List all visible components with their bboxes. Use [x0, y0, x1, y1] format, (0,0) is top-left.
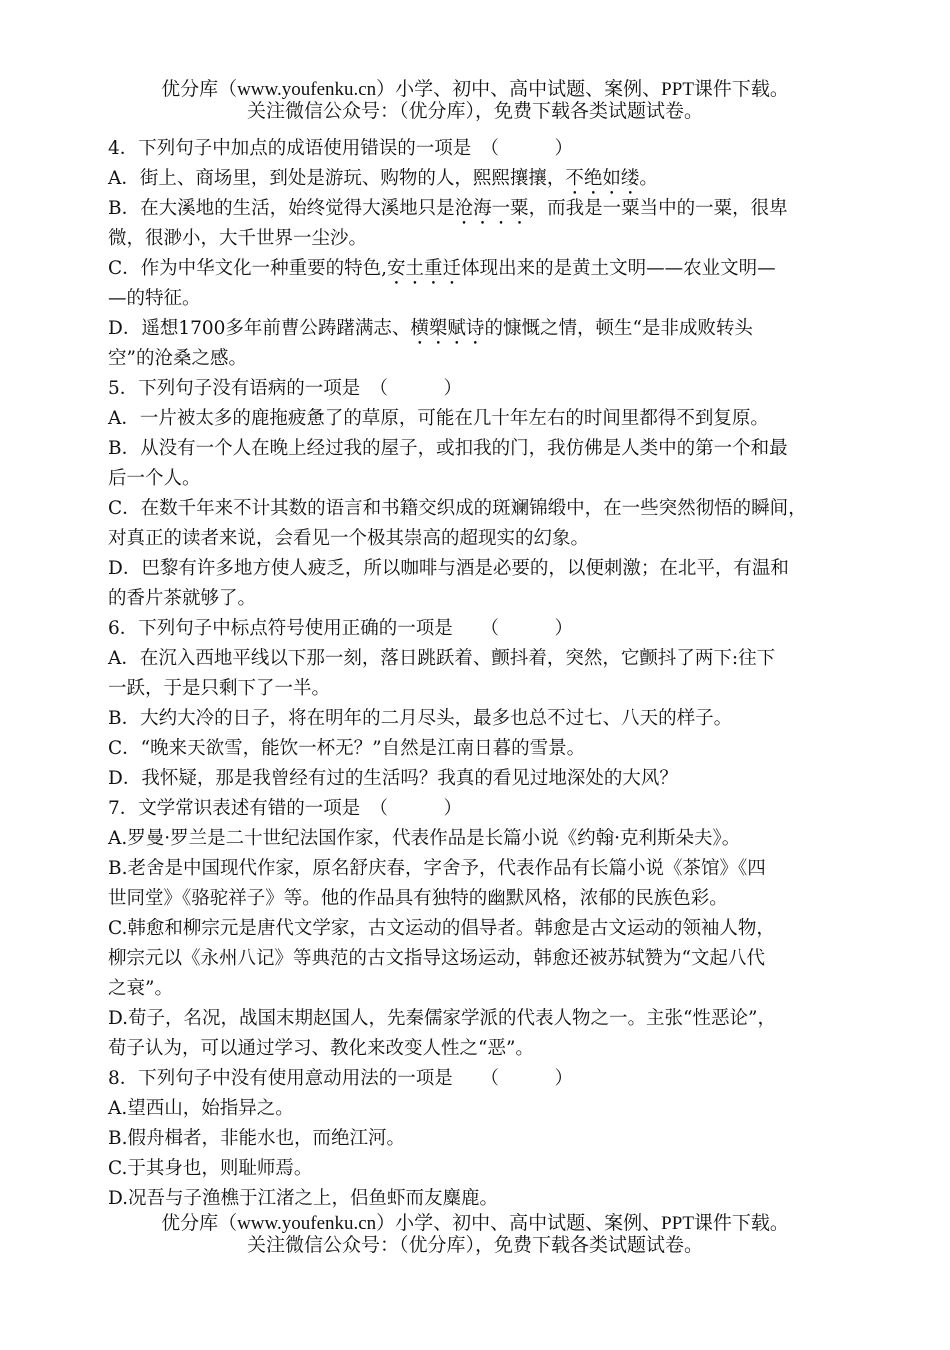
- option-c-continued: 柳宗元以《永州八记》等典范的古文指导这场运动，韩愈还被苏轼赞为“文起八代: [108, 948, 765, 969]
- dotted-idiom: 沧海一粟: [454, 198, 529, 219]
- option-c: C.韩愈和柳宗元是唐代文学家，古文运动的倡导者。韩愈是古文运动的领袖人物，: [108, 918, 775, 939]
- dotted-idiom: 安土重迁: [387, 258, 462, 279]
- option-d: D．巴黎有许多地方使人疲乏，所以咖啡与酒是必要的，以便刺激；在北平，有温和: [108, 558, 789, 579]
- question-5: [108, 374, 853, 614]
- option-c: C.于其身也，则耻师焉。: [108, 1158, 313, 1179]
- option-d: D.况吾与子渔樵于江渚之上，侣鱼虾而友麋鹿。: [108, 1188, 499, 1209]
- option-b: B.假舟楫者，非能水也，而绝江河。: [108, 1128, 405, 1149]
- option-d: D．我怀疑，那是我曾经有过的生活吗？我真的看见过地深处的大风？: [108, 768, 678, 789]
- option-c: C．作为中华文化一种重要的特色,安土重迁体现出来的是黄土文明——农业文明—: [108, 258, 776, 279]
- option-c: C．“晚来天欲雪，能饮一杯无？”自然是江南日暮的雪景。: [108, 738, 586, 759]
- option-c-continued: 对真正的读者来说，会看见一个极其崇高的超现实的幻象。: [108, 528, 590, 549]
- question-stem: 8．下列句子中没有使用意动用法的一项是 （ ）: [108, 1068, 574, 1089]
- question-8: [108, 1064, 853, 1214]
- question-stem: 6．下列句子中标点符号使用正确的一项是 （ ）: [108, 618, 574, 639]
- option-a: A．在沉入西地平线以下那一刻，落日跳跃着、颤抖着，突然，它颤抖了两下:往下: [108, 648, 776, 669]
- question-stem: 5．下列句子没有语病的一项是 （ ）: [108, 378, 463, 399]
- option-b-continued: 世同堂》《骆驼祥子》等。他的作品具有独特的幽默风格，浓郁的民族色彩。: [108, 888, 728, 909]
- option-c-continued: —的特征。: [108, 288, 201, 309]
- option-a: A．街上、商场里，到处是游玩、购物的人，熙熙攘攘，不绝如缕。: [108, 168, 658, 189]
- banner-line-1: 优分库（www.youfenku.cn）小学、初中、高中试题、案例、PPT课件下载。: [161, 1213, 789, 1234]
- dotted-idiom: 不绝如缕: [565, 168, 640, 189]
- question-6: [108, 614, 853, 794]
- banner-line-2: 关注微信公众号：（优分库），免费下载各类试题试卷。: [246, 1235, 703, 1256]
- option-b-continued: 后一个人。: [108, 468, 201, 489]
- question-stem: 4．下列句子中加点的成语使用错误的一项是 （ ）: [108, 138, 574, 159]
- option-a: A.望西山，始指异之。: [108, 1098, 294, 1119]
- option-a: A．一片被太多的鹿拖疲惫了的草原，可能在几十年左右的时间里都得不到复原。: [108, 408, 769, 429]
- option-b: B．在大溪地的生活，始终觉得大溪地只是沧海一粟，而我是一粟当中的一粟，很卑: [108, 198, 788, 219]
- option-d-continued: 荀子认为，可以通过学习、教化来改变人性之“恶”。: [108, 1038, 534, 1059]
- option-b: B．从没有一个人在晚上经过我的屋子，或扣我的门，我仿佛是人类中的第一个和最: [108, 438, 788, 459]
- option-b: B.老舍是中国现代作家，原名舒庆春，字舍予，代表作品有长篇小说《茶馆》《四: [108, 858, 766, 879]
- footer-banner: [0, 1213, 950, 1257]
- option-d-continued: 的香片茶就够了。: [108, 588, 257, 609]
- dotted-idiom: 横槊赋诗: [410, 318, 485, 339]
- option-a: A.罗曼·罗兰是二十世纪法国作家，代表作品是长篇小说《约翰·克利斯朵夫》。: [108, 828, 741, 849]
- banner-line-2: 关注微信公众号：（优分库），免费下载各类试题试卷。: [246, 101, 703, 122]
- option-d: D.荀子，名况，战国末期赵国人，先秦儒家学派的代表人物之一。主张“性恶论”，: [108, 1008, 776, 1029]
- question-list: [108, 134, 853, 1214]
- option-d-continued: 空”的沧桑之感。: [108, 348, 247, 369]
- header-banner: [0, 79, 950, 123]
- question-4: [108, 134, 853, 374]
- option-a-continued: 一跃，于是只剩下了一半。: [108, 678, 331, 699]
- option-d: D．遥想1700多年前曹公踌躇满志、横槊赋诗的慷慨之情，顿生“是非成败转头: [108, 318, 753, 339]
- option-c-continued: 之衰”。: [108, 978, 173, 999]
- question-stem: 7．文学常识表述有错的一项是 （ ）: [108, 798, 463, 819]
- option-b-continued: 微，很渺小，大千世界一尘沙。: [108, 228, 368, 249]
- option-b: B．大约大冷的日子，将在明年的二月尽头，最多也总不过七、八天的样子。: [108, 708, 733, 729]
- banner-line-1: 优分库（www.youfenku.cn）小学、初中、高中试题、案例、PPT课件下载。: [161, 79, 789, 100]
- question-7: [108, 794, 853, 1064]
- option-c: C．在数千年来不计其数的语言和书籍交织成的斑斓锦缎中，在一些突然彻悟的瞬间，: [108, 498, 807, 519]
